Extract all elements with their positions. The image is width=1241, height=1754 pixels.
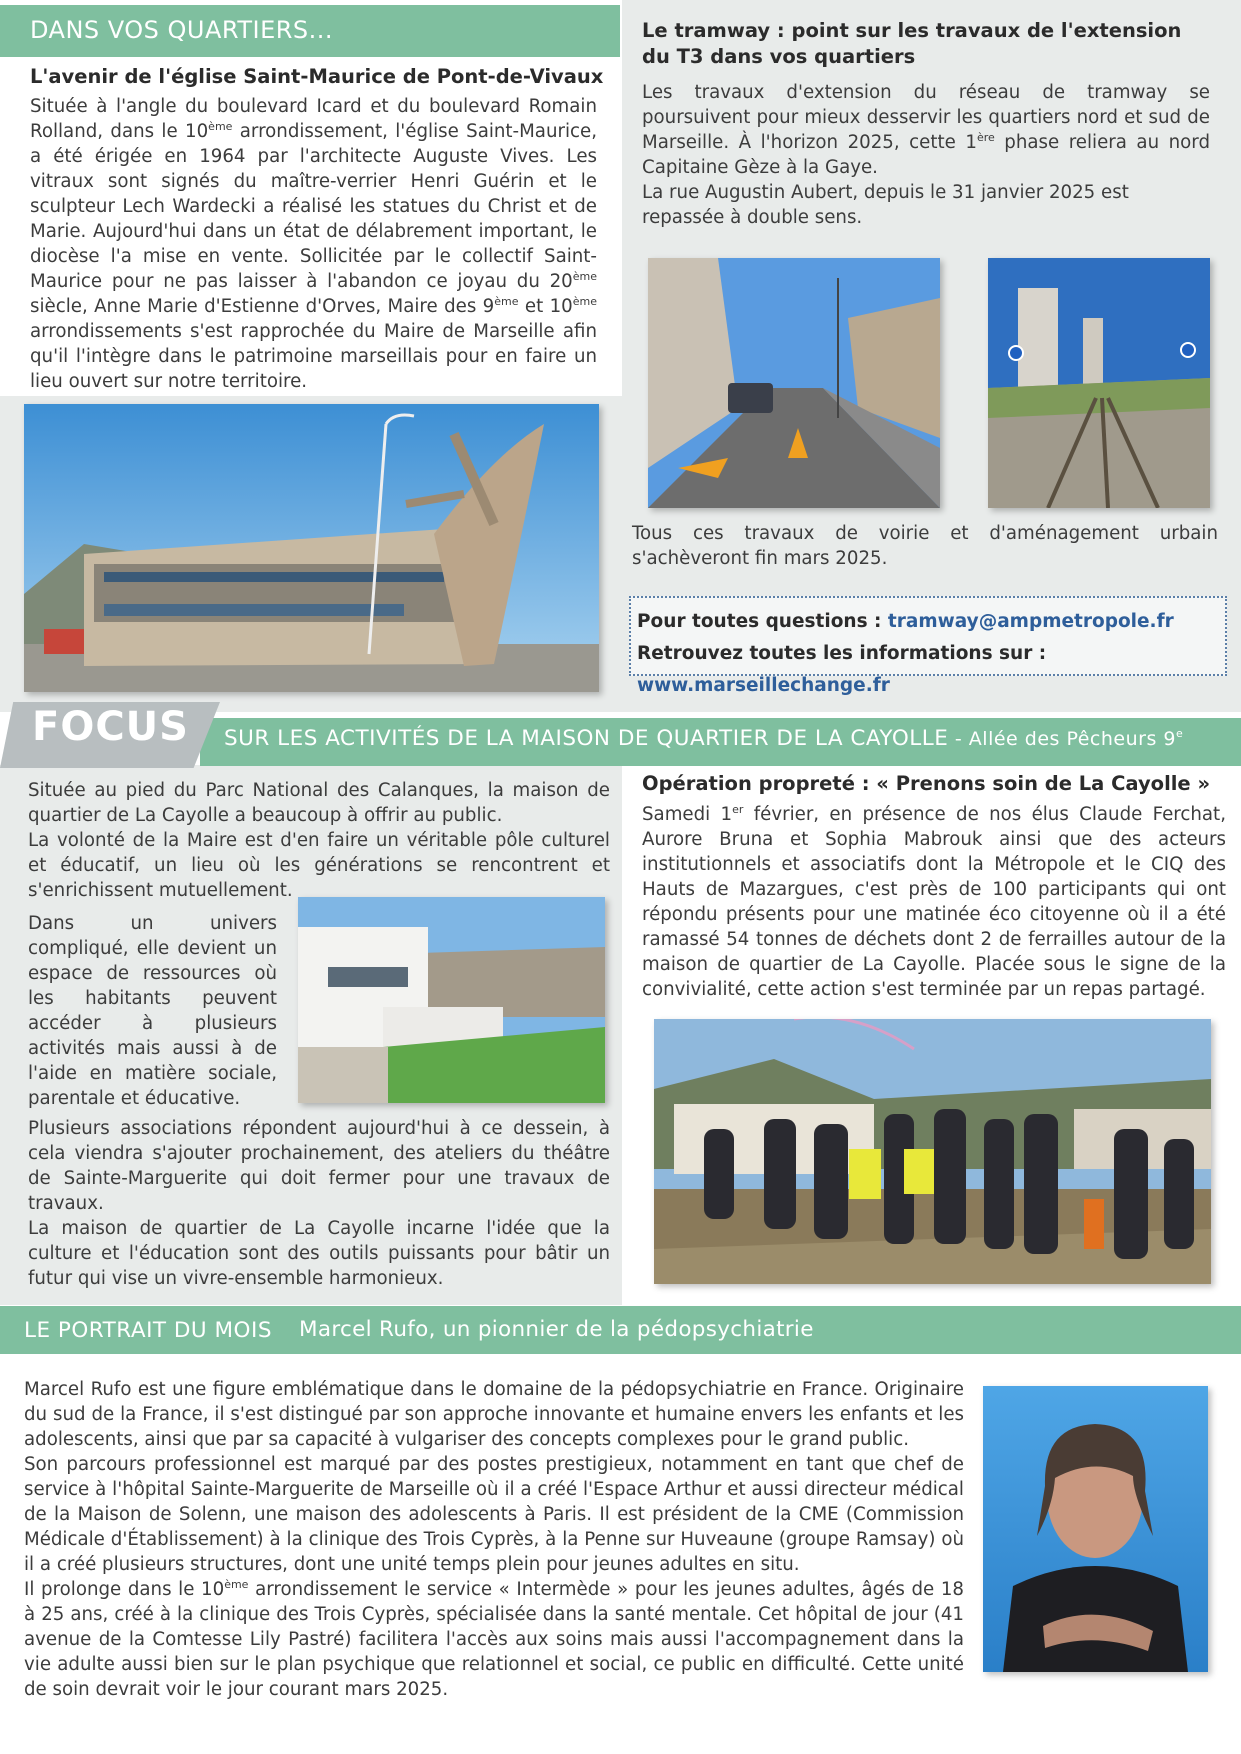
contact-email-link[interactable]: tramway@ampmetropole.fr [887,611,1174,632]
info-line: Retrouvez toutes les informations sur : www.marseillechange.fr [637,643,1047,696]
contact-line: Pour toutes questions : tramway@ampmetropole.fr [637,611,1174,632]
tramway-text-2: La rue Augustin Aubert, depuis le 31 janvier 2025 est repassée à double sens. [642,182,1129,228]
tramway-photo-tracks [988,258,1210,508]
focus-text-intro: Située au pied du Parc National des Calanques, la maison de quartier de La Cayolle a beaucoup à offrir au public. La volonté de la Maire est d'en faire un véritable pôle culturel et éducatif, un lieu où les générations se rencontrent et s'enrichissent mutuellement. [28,780,610,901]
eglise-photo [24,404,599,692]
eglise-title: L'avenir de l'église Saint-Maurice de Pont-de-Vivaux [30,65,604,88]
marcel-rufo-photo [983,1386,1208,1672]
info-url-link[interactable]: www.marseillechange.fr [637,675,890,696]
tramway-photo-street [648,258,940,508]
portrait-band-title: LE PORTRAIT DU MOIS [24,1318,272,1343]
operation-title: Opération propreté : « Prenons soin de La Cayolle » [642,772,1211,795]
cayolle-group-photo [654,1019,1211,1284]
maison-quartier-photo [298,897,605,1103]
quartiers-band-title: DANS VOS QUARTIERS... [30,16,334,44]
tramway-text-3: Tous ces travaux de voirie et d'aménagement urbain s'achèveront fin mars 2025. [632,523,1218,569]
eglise-text: Située à l'angle du boulevard Icard et du boulevard Romain Rolland, dans le 10ème arrondissement, l'église Saint-Maurice, a été érigée en 1964 par l'architecte Auguste Vives. Les vitraux sont signés du maître-verrier Henri Guérin et le sculpteur Lech Wardecki a réalisé les statues du Christ et de Marie. Aujourd'hui dans un état de délabrement important, le diocèse l'a mise en vente. Sollicitée par le collectif Saint-Maurice pour ne pas laisser à l'abandon ce joyau du 20ème siècle, Anne Marie d'Estienne d'Orves, Maire des 9ème et 10ème arrondissements s'est rapprochée du Maire de Marseille afin qu'il l'intègre dans le patrimoine marseillais pour en faire un lieu ouvert sur notre territoire. [30,96,597,392]
tramway-text-1: Les travaux d'extension du réseau de tramway se poursuivent pour mieux desservir les quartiers nord et sud de Marseille. À l'horizon 2025, cette 1ère phase reliera au nord Capitaine Gèze à la Gaye. [642,82,1210,178]
tramway-title: Le tramway : point sur les travaux de l'extension du T3 dans vos quartiers [642,19,1182,68]
focus-text-univers: Dans un univers compliqué, elle devient un espace de ressources où les habitants peuvent accéder à plusieurs activités mais aussi à de l'aide en matière sociale, parentale et éducative. [28,913,277,1109]
focus-band-title: SUR LES ACTIVITÉS DE LA MAISON DE QUARTIER DE LA CAYOLLE - Allée des Pêcheurs 9e [224,726,1184,751]
portrait-band-subtitle: Marcel Rufo, un pionnier de la pédopsychiatrie [299,1317,814,1342]
portrait-text: Marcel Rufo est une figure emblématique dans le domaine de la pédopsychiatrie en France. Originaire du sud de la France, il s'est distingué par son approche innovante et humaine envers les enfants et les adolescents, ainsi que par sa capacité à vulgariser des concepts complexes pour le grand public. Son parcours professionnel est marqué par des postes prestigieux, notamment en tant que chef de service à l'hôpital Sainte-Marguerite de Marseille où il a créé l'Espace Arthur et aussi directeur médical de la Maison de Solenn, une maison des adolescents à Paris. Il est président de la CME (Commission Médicale d'Établissement) à la clinique des Trois Cyprès, à la Penne sur Huveaune (groupe Ramsay) où il a créé plusieurs structures, dont une unité temps plein pour jeunes adultes en situ. Il prolonge dans le 10ème arrondissement le service « Intermède » pour les jeunes adultes, âgés de 18 à 25 ans, créé à la clinique des Trois Cyprès, spécialisée dans la santé mentale. Cet hôpital de jour (41 avenue de la Comtesse Lily Pastré) facilitera l'accès aux soins mais aussi l'accompagnement dans la vie adulte aussi bien sur le plan psychique que relationnel et social, ce public en difficulté. Cette unité de soin devrait voir le jour courant mars 2025. [24,1379,964,1700]
focus-text-end: Plusieurs associations répondent aujourd'hui à ce dessein, à cela viendra s'ajouter prochainement, des ateliers du théâtre de Sainte-Marguerite qui doit fermer pour une travaux de travaux. La maison de quartier de La Cayolle incarne l'idée que la culture et l'éducation sont des outils puissants pour bâtir un futur qui vise un vivre-ensemble harmonieux. [28,1118,610,1289]
tramway-contact-box [629,596,1227,696]
focus-badge-text: FOCUS [32,704,189,750]
operation-text: Samedi 1er février, en présence de nos élus Claude Ferchat, Aurore Bruna et Sophia Mabrouk ainsi que des acteurs institutionnels et associatifs dont la Métropole et le CIQ des Hauts de Mazargues, c'est près de 100 participants qui ont répondu présents pour une matinée éco citoyenne où il a été ramassé 54 tonnes de déchets dont 2 de ferrailles autour de la maison de quartier de La Cayolle. Placée sous le signe de la convivialité, cette action s'est terminée par un repas partagé. [642,802,1226,1000]
